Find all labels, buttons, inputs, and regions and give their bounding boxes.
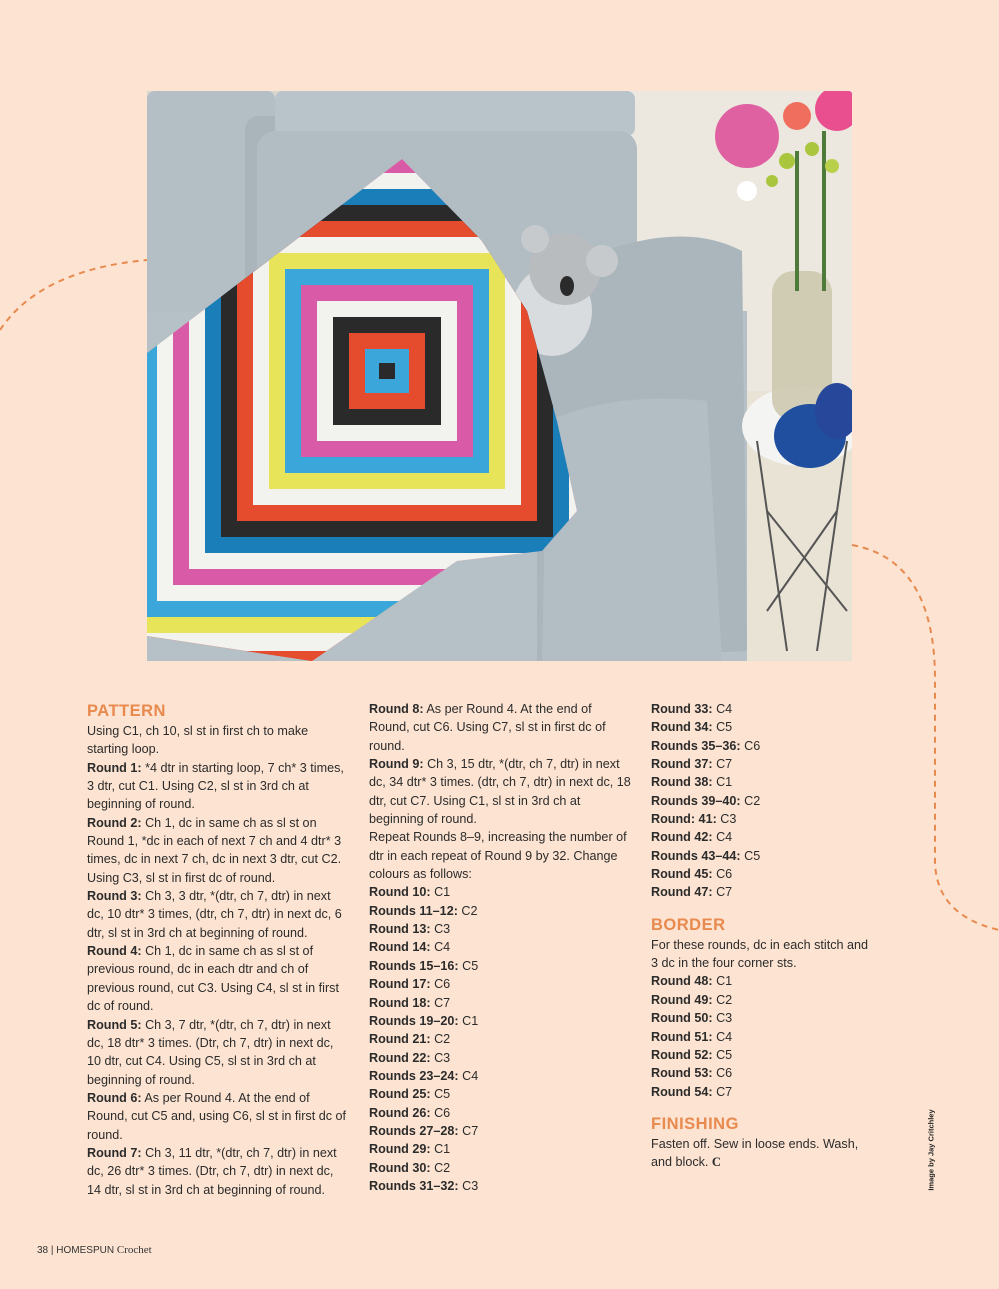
round-instruction-text: As per Round 4. At the end of Round, cut C6. Using C7, sl st in first dc of round. [369, 702, 606, 753]
round-instruction-text: Ch 3, 15 dtr, *(dtr, ch 7, dtr) in next dc, 34 dtr* 3 times. (dtr, ch 7, dtr) in next dc, 18 dtr, cut C7. Using C1, sl st in 3rd ch at beginning of round. [369, 757, 631, 827]
pattern-rounds-1-7 [87, 759, 349, 1199]
round-colour-text: C5 [458, 958, 479, 973]
round-colour-label: Rounds 23–24: [369, 1068, 459, 1083]
round-colour [369, 1085, 634, 1103]
round-colour-label: Round 25: [369, 1087, 431, 1102]
round-colour-label: Round 21: [369, 1032, 431, 1047]
round-colour-label: Round 30: [369, 1160, 431, 1175]
round-colour [369, 957, 634, 975]
round-colour-label: Round 45: [651, 867, 713, 882]
round-instruction-label: Round 5: [87, 1017, 142, 1032]
round-instruction-label: Round 7: [87, 1145, 142, 1160]
round-colour-text: C3 [716, 812, 737, 827]
border-round-colour-label: Round 48: [651, 974, 713, 989]
round-colour-label: Rounds 43–44: [651, 848, 741, 863]
pattern-column-3 [651, 700, 871, 1172]
round-colour-label: Round 13: [369, 922, 431, 937]
round-colour-text: C7 [712, 885, 733, 900]
round-colour [651, 718, 871, 736]
round-instruction-text: *4 dtr in starting loop, 7 ch* 3 times, 3 dtr, cut C1. Using C2, sl st in 3rd ch at beginning of round. [87, 760, 344, 812]
round-colour [369, 1159, 634, 1177]
hero-photo [147, 91, 852, 661]
border-round-colour-text: C4 [712, 1029, 733, 1044]
round-colour [369, 994, 634, 1012]
repeat-note: Repeat Rounds 8–9, increasing the number of dtr in each repeat of Round 9 by 32. Change colours as follows: [369, 830, 627, 882]
round-instruction [87, 1016, 349, 1089]
round-colour-text: C1 [458, 1013, 479, 1028]
round-colour-label: Rounds 39–40: [651, 793, 741, 808]
border-round-colour-label: Round 53: [651, 1066, 713, 1081]
round-colour-label: Round 47: [651, 885, 713, 900]
round-colour [369, 1177, 634, 1195]
round-colour-text: C5 [430, 1087, 451, 1102]
round-colour-text: C7 [712, 757, 733, 772]
round-colour [369, 1104, 634, 1122]
pattern-intro: Using C1, ch 10, sl st in first ch to make starting loop. [87, 724, 309, 757]
pattern-column-2 [369, 700, 634, 1195]
round-colour [651, 883, 871, 901]
round-colour-text: C2 [430, 1160, 451, 1175]
round-colour [369, 1012, 634, 1030]
round-instruction-text: Ch 3, 11 dtr, *(dtr, ch 7, dtr) in next dc, 26 dtr* 3 times. (Dtr, ch 7, dtr) in next dc, 14 dtr, sl st in 3rd ch at beginning of round. [87, 1145, 337, 1197]
round-colour-text: C6 [740, 738, 761, 753]
border-round-colour-text: C2 [712, 992, 733, 1007]
round-instruction-label: Round 1: [87, 760, 142, 775]
border-round-colour-label: Round 49: [651, 992, 713, 1007]
round-instruction-text: Ch 1, dc in same ch as sl st on Round 1, *dc in each of next 7 ch and 4 dtr* 3 times, dc in next 7 ch, dc in next 3 dtr, cut C2. Using C3, sl st in first dc of round. [87, 815, 342, 885]
border-round-colour-text: C6 [712, 1066, 733, 1081]
round-colour-label: Rounds 11–12: [369, 903, 458, 918]
pattern-column-1 [87, 700, 349, 1199]
round-instruction-text: As per Round 4. At the end of Round, cut C5 and, using C6, sl st in first dc of round. [87, 1090, 346, 1142]
magazine-name: HOMESPUN [56, 1245, 115, 1256]
round-colour-text: C3 [430, 1050, 451, 1065]
round-instruction [87, 887, 349, 942]
round-colour-label: Round 42: [651, 830, 713, 845]
round-instruction-label: Round 4: [87, 944, 142, 959]
round-colour-label: Round 37: [651, 757, 713, 772]
round-colour [651, 737, 871, 755]
round-instruction-label: Round 3: [87, 889, 142, 904]
border-round-colour-label: Round 54: [651, 1084, 713, 1099]
border-round-colour [651, 1009, 871, 1027]
round-colour-text: C2 [457, 903, 478, 918]
round-instruction-label: Round 9: [369, 757, 424, 772]
round-colour [369, 1122, 634, 1140]
round-colour [651, 773, 871, 791]
round-colour-label: Rounds 35–36: [651, 738, 741, 753]
round-colour [369, 938, 634, 956]
pattern-heading: PATTERN [87, 702, 166, 720]
border-round-colour [651, 1064, 871, 1082]
border-round-colour [651, 1028, 871, 1046]
border-heading: BORDER [651, 915, 726, 934]
round-colour [651, 792, 871, 810]
round-colour-text: C1 [430, 885, 451, 900]
round-colour-text: C2 [430, 1032, 451, 1047]
pattern-rounds-8-9 [369, 700, 634, 828]
round-colour-label: Round 14: [369, 940, 431, 955]
round-instruction-text: Ch 3, 7 dtr, *(dtr, ch 7, dtr) in next dc, 18 dtr* 3 times. (Dtr, ch 7, dtr) in next dc, 10 dtr, cut C4. Using C5, sl st in 3rd ch at beginning of round. [87, 1017, 334, 1087]
round-instruction-label: Round 6: [87, 1090, 142, 1105]
round-colour [369, 1140, 634, 1158]
round-colour [369, 975, 634, 993]
finishing-text [651, 1135, 871, 1172]
round-colour-label: Round 10: [369, 885, 431, 900]
round-colour-text: C3 [458, 1178, 479, 1193]
border-round-colour-label: Round 50: [651, 1011, 713, 1026]
finishing-heading: FINISHING [651, 1114, 739, 1133]
border-round-colour-text: C7 [712, 1084, 733, 1099]
round-colour [369, 1067, 634, 1085]
round-instruction [87, 759, 349, 814]
colour-list-1 [369, 883, 634, 1195]
round-colour-text: C4 [430, 940, 451, 955]
round-instruction [369, 700, 634, 755]
round-instruction [87, 942, 349, 1015]
round-colour [651, 700, 871, 718]
round-colour-text: C4 [712, 702, 733, 716]
round-colour-text: C1 [430, 1142, 451, 1157]
border-intro: For these rounds, dc in each stitch and 3 dc in the four corner sts. [651, 937, 869, 971]
round-instruction-label: Round 2: [87, 815, 142, 830]
round-colour-text: C6 [430, 977, 451, 992]
border-round-colour [651, 1046, 871, 1064]
round-colour-label: Round 26: [369, 1105, 431, 1120]
border-round-colour [651, 991, 871, 1009]
round-colour-label: Rounds 19–20: [369, 1013, 459, 1028]
round-colour-text: C1 [712, 775, 733, 790]
round-instruction [87, 1144, 349, 1199]
round-instruction-text: Ch 1, dc in same ch as sl st of previous round, dc in each dtr and ch of previous round, cut C3. Using C4, sl st in first dc of round. [87, 944, 339, 1014]
round-colour-label: Round 34: [651, 720, 713, 735]
round-colour [651, 755, 871, 773]
round-colour [651, 810, 871, 828]
round-colour [651, 847, 871, 865]
round-colour-label: Rounds 27–28: [369, 1123, 459, 1138]
border-round-colour [651, 972, 871, 990]
round-instruction [87, 1089, 349, 1144]
round-instruction [369, 755, 634, 828]
round-colour-text: C6 [430, 1105, 451, 1120]
round-colour-text: C2 [740, 793, 761, 808]
photo-credit: Image by Jay Critchley [926, 1109, 936, 1191]
footer-separator: | [50, 1245, 54, 1256]
magazine-section: Crochet [116, 1244, 152, 1256]
round-colour [369, 920, 634, 938]
round-colour-text: C4 [712, 830, 733, 845]
border-rounds [651, 972, 871, 1100]
round-colour-text: C7 [458, 1123, 479, 1138]
round-colour-label: Round 22: [369, 1050, 431, 1065]
blanket-sofa-illustration [147, 91, 852, 661]
round-colour-label: Round 38: [651, 775, 713, 790]
round-colour-label: Round 33: [651, 702, 713, 716]
round-colour [651, 865, 871, 883]
end-mark: C [711, 1155, 722, 1170]
round-colour [651, 828, 871, 846]
border-round-colour [651, 1083, 871, 1101]
round-colour-label: Round 18: [369, 995, 431, 1010]
round-colour-text: C5 [712, 720, 733, 735]
round-colour-text: C3 [430, 922, 451, 937]
border-round-colour-text: C5 [712, 1047, 733, 1062]
page-footer [37, 1244, 152, 1256]
round-colour-label: Round 17: [369, 977, 431, 992]
round-colour-label: Round 29: [369, 1142, 431, 1157]
round-instruction-text: Ch 3, 3 dtr, *(dtr, ch 7, dtr) in next dc, 10 dtr* 3 times, (dtr, ch 7, dtr) in next dc, 6 dtr, sl st in 3rd ch at beginning of round. [87, 889, 342, 940]
round-colour-label: Rounds 31–32: [369, 1178, 459, 1193]
page-number: 38 [37, 1245, 49, 1256]
round-colour [369, 1030, 634, 1048]
border-round-colour-label: Round 51: [651, 1029, 713, 1044]
round-colour-label: Round: 41: [651, 812, 717, 827]
border-round-colour-text: C1 [712, 974, 733, 989]
round-colour-text: C7 [430, 995, 451, 1010]
round-instruction-label: Round 8: [369, 702, 424, 716]
round-colour [369, 1049, 634, 1067]
colour-list-2 [651, 700, 871, 902]
round-colour [369, 883, 634, 901]
round-instruction [87, 814, 349, 887]
round-colour-label: Rounds 15–16: [369, 958, 459, 973]
round-colour-text: C4 [458, 1068, 479, 1083]
round-colour-text: C5 [740, 848, 761, 863]
round-colour-text: C6 [712, 867, 733, 882]
border-round-colour-text: C3 [712, 1011, 733, 1026]
round-colour [369, 902, 634, 920]
border-round-colour-label: Round 52: [651, 1047, 713, 1062]
finishing-instructions: Fasten off. Sew in loose ends. Wash, and block. [651, 1136, 859, 1170]
